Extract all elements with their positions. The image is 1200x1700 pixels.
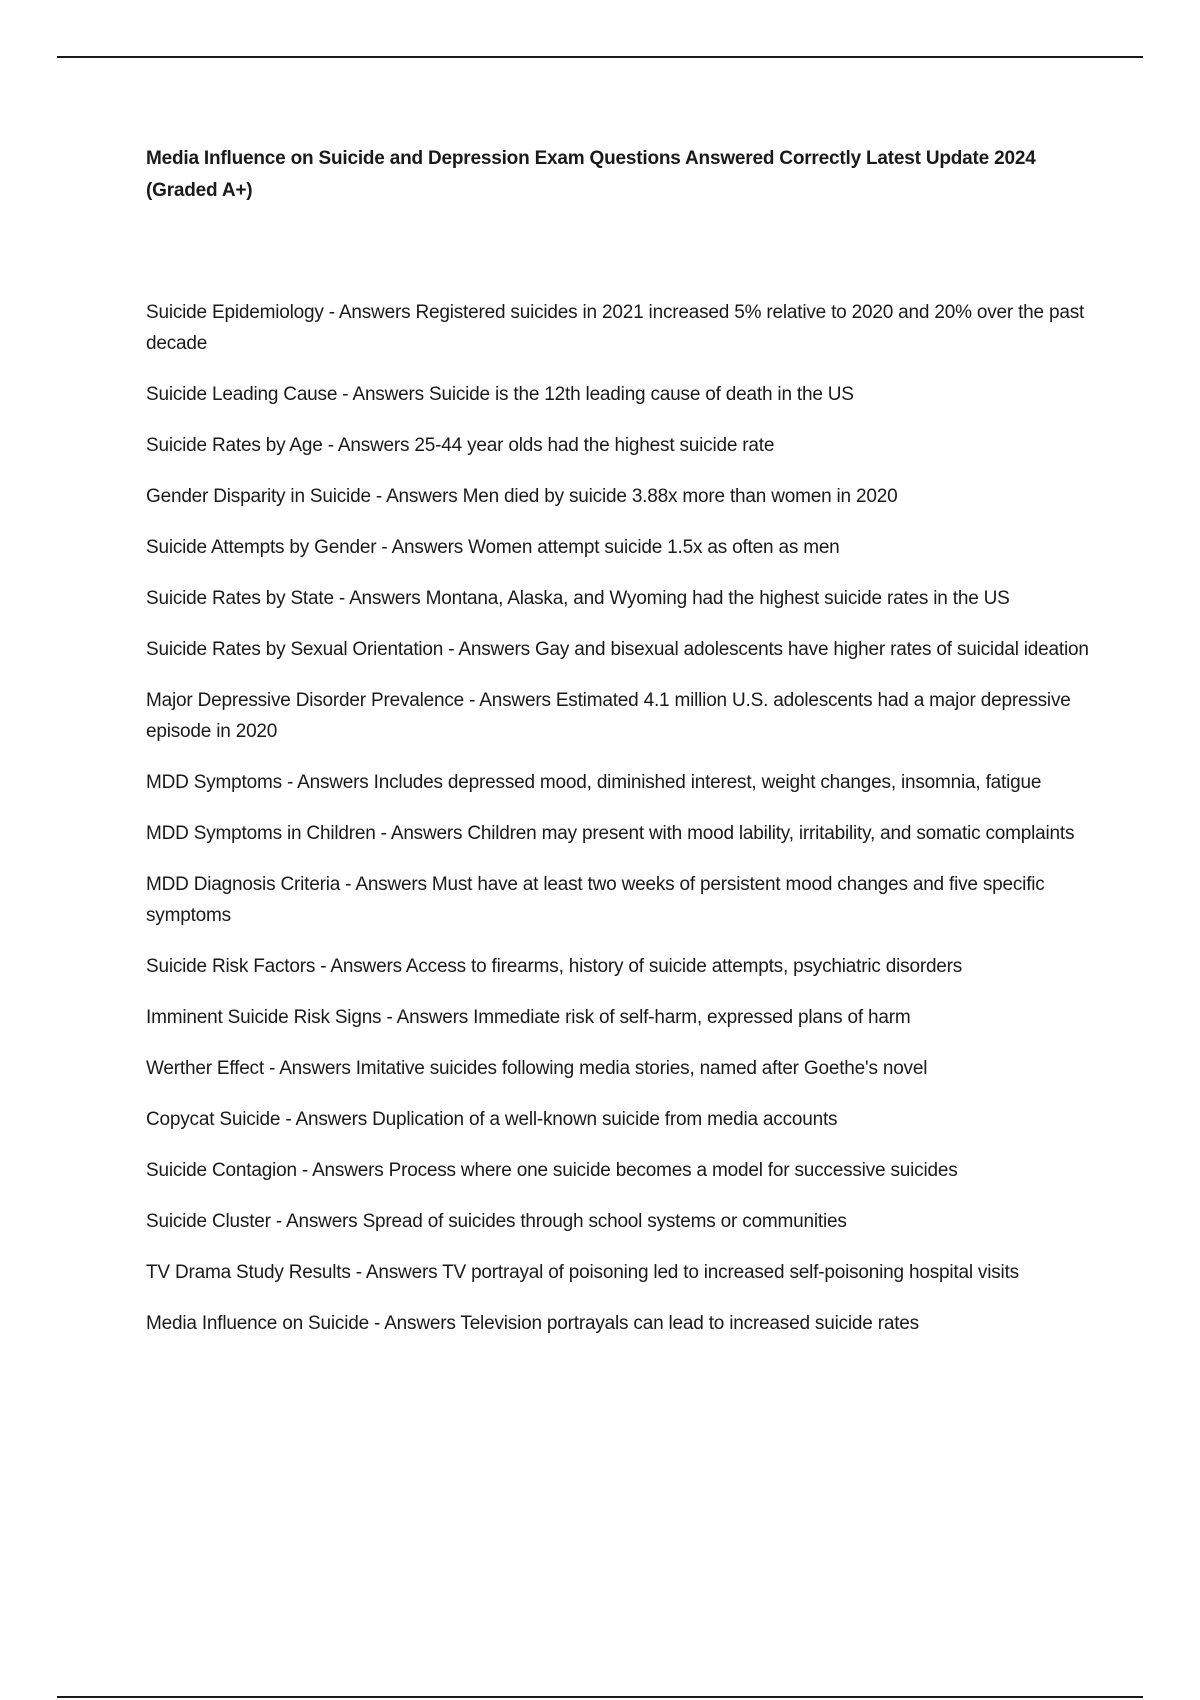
entry-answer: Answers Montana, Alaska, and Wyoming had the highest suicide rates in the US bbox=[349, 588, 1010, 609]
entry-answer: Answers Process where one suicide becomes a model for successive suicides bbox=[312, 1160, 958, 1181]
entry-answer: Answers TV portrayal of poisoning led to increased self-poisoning hospital visits bbox=[365, 1262, 1019, 1283]
qa-entry bbox=[146, 1257, 1091, 1288]
entry-term: Suicide Cluster bbox=[146, 1211, 271, 1232]
entry-answer: Answers Estimated 4.1 million U.S. adolescents had a major depressive episode in 2020 bbox=[146, 690, 1071, 742]
entry-term: Suicide Leading Cause bbox=[146, 384, 338, 405]
entry-term: MDD Diagnosis Criteria bbox=[146, 874, 341, 895]
entry-separator: - bbox=[322, 435, 338, 456]
entry-answer: Answers Gay and bisexual adolescents have higher rates of suicidal ideation bbox=[458, 639, 1089, 660]
entry-term: Suicide Rates by Age bbox=[146, 435, 323, 456]
qa-entry bbox=[146, 379, 1091, 410]
qa-entry bbox=[146, 951, 1091, 982]
entry-term: Major Depressive Disorder Prevalence bbox=[146, 690, 465, 711]
entry-separator: - bbox=[340, 874, 356, 895]
entry-term: Gender Disparity in Suicide bbox=[146, 486, 371, 507]
entry-term: MDD Symptoms bbox=[146, 772, 282, 793]
document-body bbox=[146, 143, 1091, 1359]
qa-entry bbox=[146, 1053, 1091, 1084]
entry-separator: - bbox=[370, 486, 387, 507]
entry-term: Suicide Attempts by Gender bbox=[146, 537, 377, 558]
footer-rule bbox=[57, 1696, 1143, 1698]
qa-entry bbox=[146, 1308, 1091, 1339]
entry-answer: Answers Women attempt suicide 1.5x as often as men bbox=[391, 537, 840, 558]
entry-term: Imminent Suicide Risk Signs bbox=[146, 1007, 382, 1028]
qa-entry bbox=[146, 430, 1091, 461]
entry-separator: - bbox=[315, 956, 331, 977]
entry-answer: Answers Duplication of a well-known suicide from media accounts bbox=[295, 1109, 838, 1130]
qa-entry bbox=[146, 297, 1091, 359]
entry-answer: Answers Suicide is the 12th leading cause of death in the US bbox=[352, 384, 854, 405]
entry-term: Copycat Suicide bbox=[146, 1109, 281, 1130]
entry-term: Suicide Risk Factors bbox=[146, 956, 316, 977]
qa-entry bbox=[146, 583, 1091, 614]
qa-list bbox=[146, 297, 1091, 1339]
entry-term: MDD Symptoms in Children bbox=[146, 823, 376, 844]
qa-entry bbox=[146, 818, 1091, 849]
qa-entry bbox=[146, 634, 1091, 665]
qa-entry bbox=[146, 869, 1091, 931]
entry-separator: - bbox=[376, 537, 392, 558]
entry-separator: - bbox=[296, 1160, 313, 1181]
entry-answer: Answers Immediate risk of self-harm, expressed plans of harm bbox=[396, 1007, 911, 1028]
qa-entry bbox=[146, 532, 1091, 563]
entry-answer: Answers Registered suicides in 2021 increased 5% relative to 2020 and 20% over the past decade bbox=[146, 302, 1085, 354]
entry-separator: - bbox=[281, 772, 298, 793]
entry-term: TV Drama Study Results bbox=[146, 1262, 351, 1283]
qa-entry bbox=[146, 767, 1091, 798]
entry-answer: Answers Spread of suicides through school systems or communities bbox=[286, 1211, 847, 1232]
entry-term: Suicide Rates by State bbox=[146, 588, 334, 609]
entry-term: Werther Effect bbox=[146, 1058, 264, 1079]
entry-separator: - bbox=[381, 1007, 397, 1028]
qa-entry bbox=[146, 1155, 1091, 1186]
entry-separator: - bbox=[368, 1313, 385, 1334]
entry-answer: Answers Access to firearms, history of suicide attempts, psychiatric disorders bbox=[330, 956, 963, 977]
entry-separator: - bbox=[337, 384, 353, 405]
entry-separator: - bbox=[443, 639, 459, 660]
entry-answer: Answers 25-44 year olds had the highest suicide rate bbox=[337, 435, 775, 456]
document-title: Media Influence on Suicide and Depression Exam Questions Answered Correctly Latest Update 2024 (Graded A+) bbox=[146, 148, 1036, 201]
entry-answer: Answers Children may present with mood lability, irritability, and somatic complaints bbox=[390, 823, 1075, 844]
entry-answer: Answers Must have at least two weeks of persistent mood changes and five specific symptoms bbox=[146, 874, 1045, 926]
qa-entry bbox=[146, 1104, 1091, 1135]
entry-answer: Answers Men died by suicide 3.88x more than women in 2020 bbox=[386, 486, 898, 507]
entry-term: Suicide Rates by Sexual Orientation bbox=[146, 639, 444, 660]
qa-entry bbox=[146, 685, 1091, 747]
entry-term: Suicide Contagion bbox=[146, 1160, 297, 1181]
entry-separator: - bbox=[270, 1211, 287, 1232]
entry-answer: Answers Includes depressed mood, diminished interest, weight changes, insomnia, fatigue bbox=[297, 772, 1042, 793]
entry-separator: - bbox=[263, 1058, 280, 1079]
entry-separator: - bbox=[333, 588, 350, 609]
header-rule bbox=[57, 56, 1143, 58]
entry-term: Suicide Epidemiology bbox=[146, 302, 324, 323]
qa-entry bbox=[146, 1206, 1091, 1237]
entry-answer: Answers Television portrayals can lead to increased suicide rates bbox=[384, 1313, 919, 1334]
entry-separator: - bbox=[350, 1262, 366, 1283]
qa-entry bbox=[146, 481, 1091, 512]
entry-separator: - bbox=[375, 823, 391, 844]
entry-answer: Answers Imitative suicides following media stories, named after Goethe's novel bbox=[279, 1058, 928, 1079]
qa-entry bbox=[146, 1002, 1091, 1033]
entry-separator: - bbox=[323, 302, 339, 323]
entry-separator: - bbox=[280, 1109, 296, 1130]
entry-separator: - bbox=[464, 690, 480, 711]
entry-term: Media Influence on Suicide bbox=[146, 1313, 369, 1334]
